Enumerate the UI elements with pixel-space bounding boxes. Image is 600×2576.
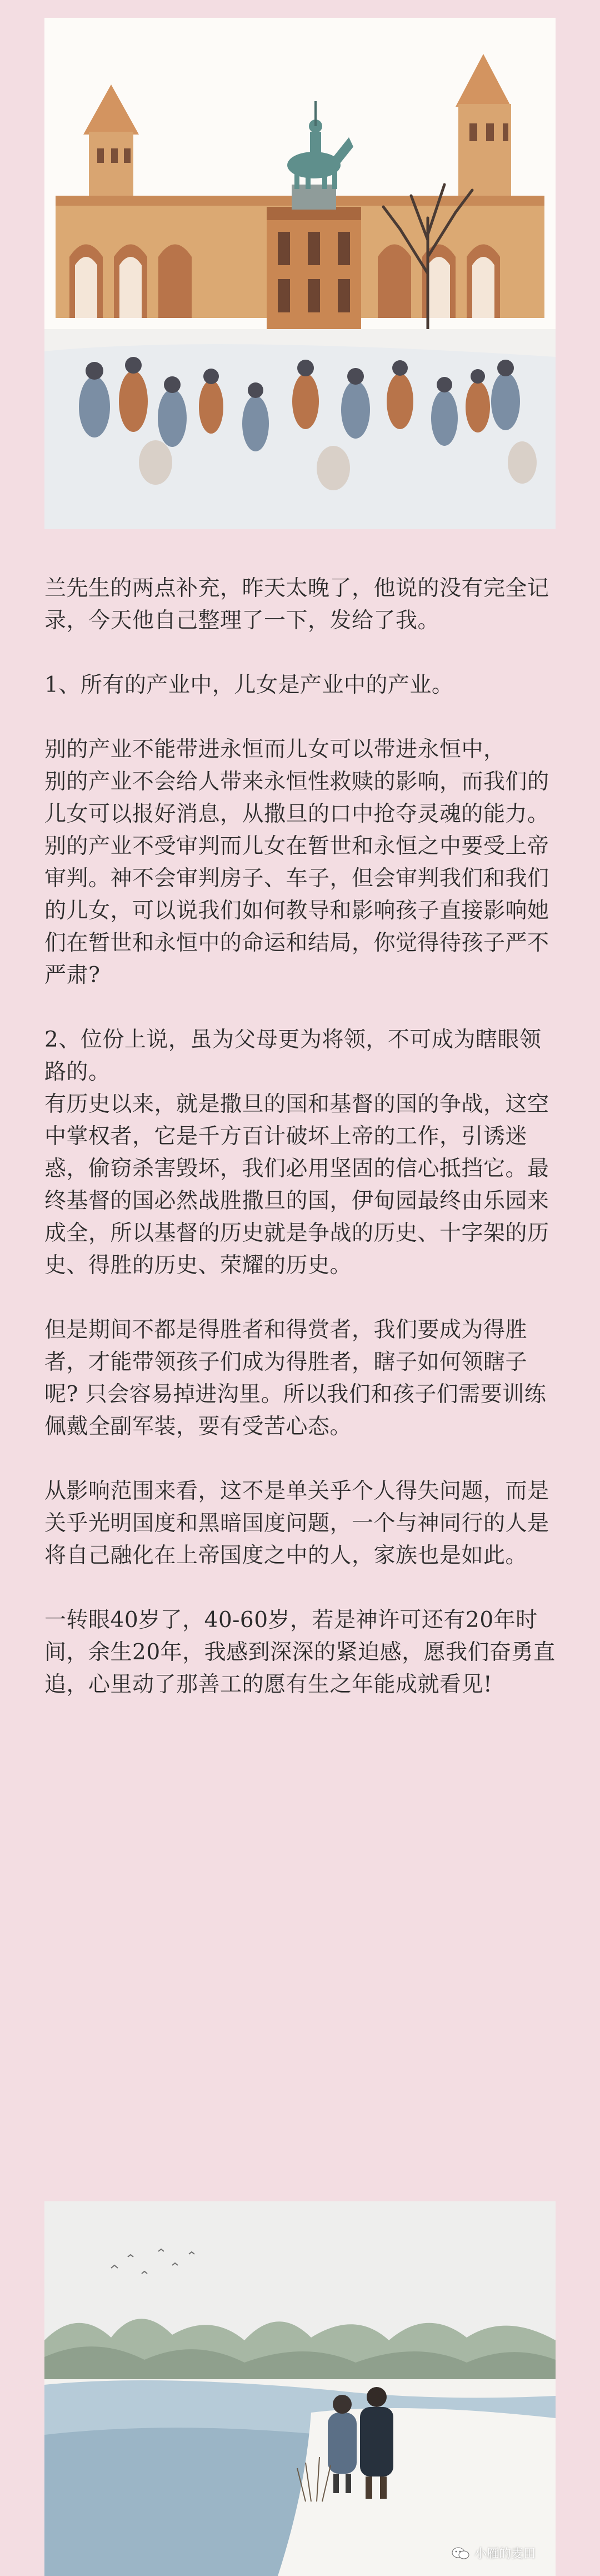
paragraph-point-1-a: 别的产业不能带进永恒而儿女可以带进永恒中， [44, 737, 506, 762]
paragraph-point-2-b: 但是期间不都是得胜者和得赏者，我们要成为得胜者，才能带领孩子们成为得胜者，瞎子如何领瞎子呢? 只会容易掉进沟里。所以我们和孩子们需要训练佩戴全副军装，要有受苦心态。 [44, 1317, 547, 1439]
frozen-lake-watercolor-image [44, 2201, 556, 2576]
paragraph-intro: 兰先生的两点补充，昨天太晚了，他说的没有完全记录，今天他自己整理了一下，发给了我。 [44, 576, 549, 633]
paragraph-point-2-c: 从影响范围来看，这不是单关乎个人得失问题，而是关乎光明国度和黑暗国度问题，一个与神同行的人是将自己融化在上帝国度之中的人，家族也是如此。 [44, 1479, 549, 1568]
paragraph-point-1-heading: 1、所有的产业中，儿女是产业中的产业。 [44, 673, 454, 698]
paragraph-point-2-heading: 2、位份上说，虽为父母更为将领，不可成为瞎眼领路的。 [44, 1027, 542, 1085]
castle-watercolor-image [44, 18, 556, 529]
paragraph-spacer [44, 992, 556, 1024]
paragraph-spacer [44, 702, 556, 734]
wechat-icon [451, 2547, 470, 2560]
watermark-text: 小雁的麦田 [474, 2547, 536, 2561]
top-illustration [44, 18, 556, 529]
paragraph-point-2-a: 有历史以来，就是撒旦的国和基督的国的争战，这空中掌权者，它是千方百计破坏上帝的工作，引诱迷惑，偷窃杀害毁坏，我们必用坚固的信心抵挡它。最终基督的国必然战胜撒旦的国，伊甸园最终由乐园来成全，所以基督的历史就是争战的历史、十字架的历史、得胜的历史、荣耀的历史。 [44, 1092, 549, 1278]
paragraph-closing: 一转眼40岁了，40-60岁，若是神许可还有20年时间，余生20年，我感到深深的紧迫感，愿我们奋勇直追，心里动了那善工的愿有生之年能成就看见! [44, 1608, 556, 1697]
article-body [44, 573, 556, 1701]
paragraph-spacer [44, 1282, 556, 1314]
bottom-illustration [44, 2201, 556, 2576]
paragraph-spacer [44, 1443, 556, 1475]
paragraph-spacer [44, 1572, 556, 1604]
account-watermark [451, 2544, 536, 2562]
paragraph-spacer [44, 637, 556, 669]
paragraph-point-1-c: 别的产业不受审判而儿女在暂世和永恒之中要受上帝审判。神不会审判房子、车子，但会审判我们和我们的儿女，可以说我们如何教导和影响孩子直接影响她们在暂世和永恒中的命运和结局，你觉得待孩子严不严肃? [44, 834, 549, 988]
paragraph-point-1-b: 别的产业不会给人带来永恒性救赎的影响，而我们的儿女可以报好消息，从撒旦的口中抢夺灵魂的能力。 [44, 769, 549, 827]
